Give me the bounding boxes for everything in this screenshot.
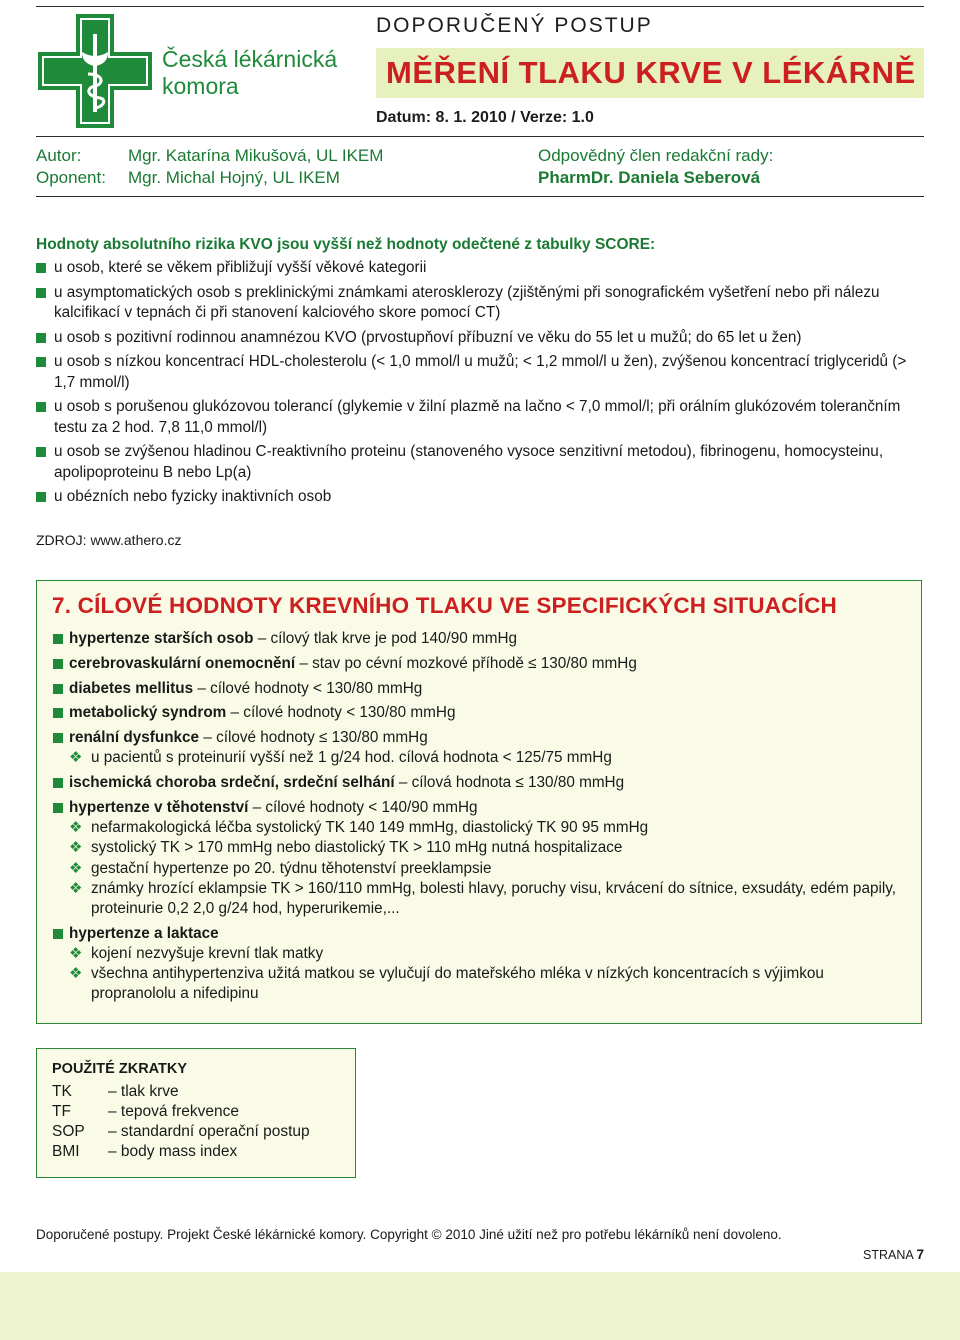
date-version: Datum: 8. 1. 2010 / Verze: 1.0: [376, 109, 594, 126]
sub-item: [69, 818, 913, 838]
target-value-item: [53, 924, 913, 1005]
target-value-text: cílové hodnoty < 140/90 mmHg: [261, 798, 478, 816]
sub-item: [69, 964, 913, 1004]
page-title: MĚŘENÍ TLAKU KRVE V LÉKÁRNĚ: [386, 55, 916, 90]
risk-list-text: u osob s pozitivní rodinnou anamnézou KVO (prvostupňoví příbuzní ve věku do 55 let u mužů; do 65 let u žen): [54, 328, 802, 346]
abbreviation-key: TK: [52, 1083, 72, 1100]
abbreviation-row: [52, 1083, 179, 1101]
condition-term: renální dysfunkce: [69, 729, 200, 747]
square-bullet-icon: [53, 708, 63, 718]
square-bullet-icon: [53, 659, 63, 669]
section-7-title: 7. CÍLOVÉ HODNOTY KREVNÍHO TLAKU VE SPECIFICKÝCH SITUACÍCH: [52, 593, 838, 618]
condition-term: diabetes mellitus: [69, 679, 194, 697]
document-type: DOPORUČENÝ POSTUP: [376, 14, 653, 37]
author-label: Autor:: [36, 146, 82, 165]
sub-item: [69, 859, 913, 879]
target-values-list: [53, 629, 913, 1009]
condition-term: metabolický syndrom: [69, 704, 227, 722]
diamond-bullet-icon: ❖: [69, 839, 83, 857]
sub-item-text: všechna antihypertenziva užitá matkou se vylučují do mateřského mléka v nízkých koncentracích s výjimkou propranololu a nifedipinu: [91, 965, 824, 1003]
target-value-item: hypertenze v těhotenství – cílové hodnoty < 140/90 mmHg ❖ nefarmakologická léčba systolický TK 140 149 mmHg, diastolický TK 90 95 mmHg ❖ systolický TK > 170 mmHg nebo diastolický TK > 110 mHg nutná hospitalizace ❖ gestační hypertenze po 20. týdnu těhotenství preeklampsie ❖ známky hrozící eklampsie TK > 160/110 mmHg, bolesti hlavy, poruchy visu, krvácení do sítnice, exsudáty, edém papily, proteinurie 0,2 2,0 g/24 hod, hyperurikemie,...: [53, 798, 913, 919]
square-bullet-icon: [53, 733, 63, 743]
condition-term: hypertenze v těhotenství: [69, 798, 249, 816]
diamond-bullet-icon: ❖: [69, 859, 83, 877]
org-name: [162, 46, 337, 100]
diamond-bullet-icon: ❖: [69, 819, 83, 837]
board-value: PharmDr. Daniela Seberová: [538, 168, 761, 187]
meta-rule: [36, 196, 924, 197]
section-7-box: [36, 580, 922, 1024]
source-note: ZDROJ: www.athero.cz: [36, 532, 182, 548]
pharmacy-cross-logo-icon: [36, 12, 154, 130]
sub-item-text: kojení nezvyšuje krevní tlak matky: [91, 945, 324, 962]
sub-item: [69, 838, 913, 858]
risk-list-text: u osob se zvýšenou hladinou C-reaktivního proteinu (stanoveného vysoce senzitivní metodou), fibrinogenu, homocysteinu, apolipoproteinu B nebo Lp(a): [54, 443, 884, 481]
target-value-text: cílové hodnoty < 130/80 mmHg: [205, 679, 423, 697]
org-name-line1: Česká lékárnická: [162, 46, 338, 72]
square-bullet-icon: [36, 492, 46, 502]
sub-item: [69, 748, 913, 768]
abbreviation-meaning: – tepová frekvence: [108, 1103, 239, 1120]
risk-list-text: u osob s nízkou koncentrací HDL-cholesterolu (< 1,0 mmol/l u mužů; < 1,2 mmol/l u žen), zvýšenou koncentrací triglyceridů (> 1,7 mmol/l): [54, 353, 907, 391]
author-value: Mgr. Katarína Mikušová, UL IKEM: [128, 146, 384, 165]
risk-list-item: [36, 283, 924, 324]
footer-copyright: Doporučené postupy. Projekt České lékárnické komory. Copyright © 2010 Jiné užití než pro potřebu lékárníků není dovoleno.: [36, 1227, 782, 1242]
page-number-value: 7: [916, 1247, 924, 1262]
target-value-text: cílový tlak krve je pod 140/90 mmHg: [266, 630, 518, 647]
abbreviation-key: TF: [52, 1103, 71, 1120]
condition-term: cerebrovaskulární onemocnění: [69, 654, 296, 672]
abbreviation-row: [52, 1103, 239, 1121]
intro-heading: Hodnoty absolutního rizika KVO jsou vyšší než hodnoty odečtené z tabulky SCORE:: [36, 236, 656, 253]
risk-list-text: u osob, které se věkem přibližují vyšší věkové kategorii: [54, 259, 427, 276]
diamond-bullet-icon: ❖: [69, 749, 83, 767]
title-bar: [376, 48, 924, 98]
target-value-item: diabetes mellitus – cílové hodnoty < 130/80 mmHg: [53, 679, 913, 699]
opponent-label: Oponent:: [36, 168, 106, 187]
target-value-item: metabolický syndrom – cílové hodnoty < 130/80 mmHg: [53, 703, 913, 723]
sub-item: [69, 879, 913, 919]
risk-list-item: [36, 328, 924, 349]
bottom-band: [0, 1272, 960, 1340]
sub-item-text: gestační hypertenze po 20. týdnu těhotenství preeklampsie: [91, 859, 492, 877]
square-bullet-icon: [53, 634, 63, 644]
target-value-text: cílové hodnoty ≤ 130/80 mmHg: [211, 729, 428, 747]
risk-list-text: u asymptomatických osob s preklinickými známkami aterosklerozy (zjištěnými při sonografickém vyšetření nebo při nálezu kalcifikací v tepnách či při stanovení kalciového skore pomocí CT): [54, 283, 880, 321]
org-name-line2: komora: [162, 73, 239, 99]
risk-list-text: u obézních nebo fyzicky inaktivních osob: [54, 488, 332, 505]
diamond-bullet-icon: ❖: [69, 965, 83, 983]
sub-item-text: známky hrozící eklampsie TK > 160/110 mmHg, bolesti hlavy, poruchy visu, krvácení do sítnice, exsudáty, edém papily, proteinurie 0,2 2,0 g/24 hod, hyperurikemie,...: [91, 879, 897, 917]
square-bullet-icon: [53, 929, 63, 939]
page-label: STRANA: [862, 1248, 913, 1262]
risk-list-item: [36, 442, 924, 483]
abbreviation-row: [52, 1143, 237, 1161]
diamond-bullet-icon: ❖: [69, 879, 83, 897]
abbreviation-key: BMI: [52, 1143, 80, 1160]
abbreviation-meaning: – body mass index: [108, 1143, 238, 1160]
sub-item: [69, 944, 913, 964]
square-bullet-icon: [53, 803, 63, 813]
board-label: Odpovědný člen redakční rady:: [538, 146, 774, 165]
abbreviation-key: SOP: [52, 1123, 85, 1140]
target-value-text: cílová hodnota ≤ 130/80 mmHg: [407, 774, 625, 792]
target-value-item: ischemická choroba srdeční, srdeční selhání – cílová hodnota ≤ 130/80 mmHg: [53, 773, 913, 793]
page-number: [863, 1247, 924, 1262]
risk-list-item: [36, 258, 924, 279]
square-bullet-icon: [36, 333, 46, 343]
condition-term: hypertenze starších osob: [69, 630, 254, 647]
header-rule: [36, 136, 924, 137]
target-value-item: cerebrovaskulární onemocnění – stav po cévní mozkové příhodě ≤ 130/80 mmHg: [53, 654, 913, 674]
risk-list-item: [36, 352, 924, 393]
risk-list-text: u osob s porušenou glukózovou tolerancí (glykemie v žilní plazmě na lačno < 7,0 mmol/l; při orálním glukózovém tolerančním testu za 2 hod. 7,8 11,0 mmol/l): [54, 398, 901, 436]
square-bullet-icon: [53, 778, 63, 788]
abbreviation-meaning: – tlak krve: [108, 1083, 179, 1100]
top-rule: [36, 6, 924, 7]
square-bullet-icon: [36, 263, 46, 273]
risk-list-item: [36, 397, 924, 438]
square-bullet-icon: [53, 684, 63, 694]
abbreviations-title: POUŽITÉ ZKRATKY: [52, 1061, 188, 1077]
square-bullet-icon: [36, 357, 46, 367]
target-value-text: cílové hodnoty < 130/80 mmHg: [239, 704, 456, 722]
sub-item-text: systolický TK > 170 mmHg nebo diastolický TK > 110 mHg nutná hospitalizace: [91, 839, 623, 857]
condition-term: ischemická choroba srdeční, srdeční selhání: [69, 774, 395, 792]
sub-item-text: u pacientů s proteinurií vyšší než 1 g/24 hod. cílová hodnota < 125/75 mmHg: [91, 749, 612, 767]
abbreviation-meaning: – standardní operační postup: [108, 1123, 310, 1140]
opponent-value: Mgr. Michal Hojný, UL IKEM: [128, 168, 340, 187]
abbreviation-row: [52, 1123, 310, 1141]
risk-list: [36, 258, 924, 512]
target-value-item: hypertenze starších osob – cílový tlak krve je pod 140/90 mmHg: [53, 629, 913, 649]
square-bullet-icon: [36, 447, 46, 457]
diamond-bullet-icon: ❖: [69, 945, 83, 962]
target-value-item: renální dysfunkce – cílové hodnoty ≤ 130/80 mmHg ❖ u pacientů s proteinurií vyšší než 1 g/24 hod. cílová hodnota < 125/75 mmHg: [53, 728, 913, 768]
square-bullet-icon: [36, 288, 46, 298]
condition-term: hypertenze a laktace: [69, 924, 219, 942]
target-value-text: stav po cévní mozkové příhodě ≤ 130/80 mmHg: [307, 654, 637, 672]
sub-item-text: nefarmakologická léčba systolický TK 140 149 mmHg, diastolický TK 90 95 mmHg: [91, 819, 649, 837]
abbreviations-box: [36, 1048, 356, 1178]
square-bullet-icon: [36, 402, 46, 412]
risk-list-item: [36, 487, 924, 508]
